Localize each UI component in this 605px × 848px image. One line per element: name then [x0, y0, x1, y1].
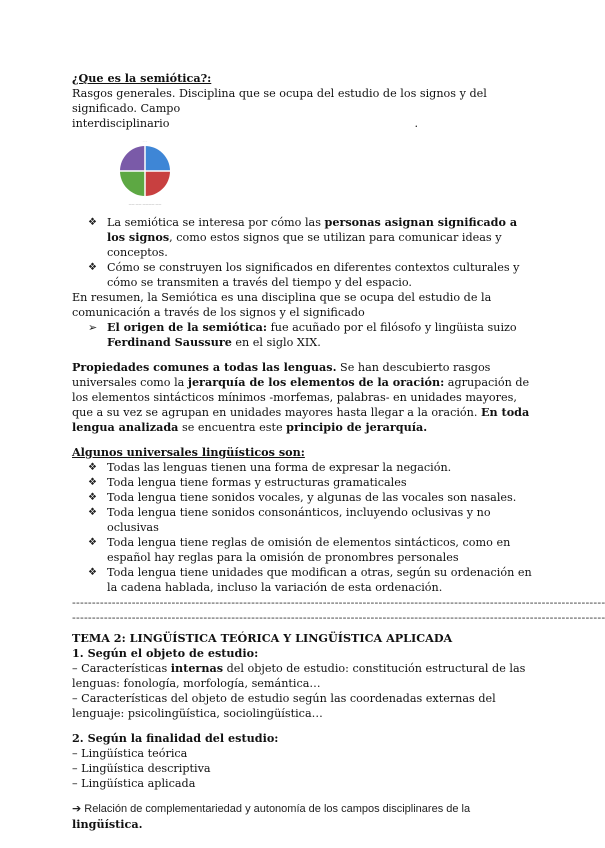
svg-text:· · ·: · · · [142, 139, 148, 143]
list-item: – Lingüística descriptiva [72, 762, 211, 775]
diamond-bullet-icon: ❖ [88, 262, 97, 273]
quadrant-top-right [145, 146, 170, 171]
diamond-bullet-icon: ❖ [88, 462, 97, 473]
properties-paragraph: Propiedades comunes a todas las lenguas. Se han descubierto rasgos universales como la jerarquía de los elementos de la oración: agrupación de los elementos sintácticos mínimos -morfemas, palabras- en unidades mayores, que a su vez se agrupan en unidades mayores hasta llegar a la oración. En toda lengua analizada se encuentra este principio de jerarquía. [72, 360, 530, 434]
intro-text: Rasgos generales. Disciplina que se ocupa del estudio de los signos y del significado. Campo [72, 87, 487, 115]
diamond-bullet-icon: ❖ [88, 537, 97, 548]
list-item: ❖ Toda lengua tiene sonidos consonánticos, incluyendo oclusivas y no oclusivas [88, 506, 491, 534]
caracteristicas-internas: – Características internas del objeto de estudio: constitución estructural de las lenguas: fonología, morfología, semántica… [72, 661, 526, 690]
caracteristicas-externas: – Características del objeto de estudio según las coordenadas externas del lenguaje: psicolingüística, sociolingüística… [72, 692, 496, 720]
tema2-title: TEMA 2: LINGÜÍSTICA TEÓRICA Y LINGÜÍSTICA APLICADA [72, 631, 453, 645]
intro-text-2: interdisciplinario . [72, 117, 418, 130]
summary-text: En resumen, la Semiótica es una disciplina que se ocupa del estudio de la comunicación a través de los signos y el significado [72, 291, 492, 319]
diamond-bullet-icon: ❖ [88, 217, 97, 228]
separator-line-2: -------------------------------------------------------------------------------------------------------------------------------------- [72, 611, 605, 624]
arrow-bullet-icon: ➢ [88, 321, 98, 334]
quadrant-bottom-right [145, 171, 170, 196]
relation-note: ➔ Relación de complementariedad y autonomía de los campos disciplinares de la [72, 802, 471, 815]
subheading-objeto: 1. Según el objeto de estudio: [72, 646, 259, 660]
semiotics-diagram [72, 133, 532, 215]
universals-list [72, 460, 532, 595]
list-item: ➢ El origen de la semiótica: fue acuñado por el filósofo y lingüista suizo Ferdinand Saussure en el siglo XIX. [88, 320, 517, 349]
diamond-bullet-icon: ❖ [88, 477, 97, 488]
relation-note-end: lingüística. [72, 817, 143, 831]
diamond-bullet-icon: ❖ [88, 507, 97, 518]
list-item: – Lingüística aplicada [72, 777, 196, 790]
list-item: ❖ La semiótica se interesa por cómo las personas asignan significado a los signos, como estos signos que se utilizan para comunicar ideas y conceptos. [88, 215, 518, 259]
subheading-finalidad: 2. Según la finalidad del estudio: [72, 731, 279, 745]
list-item: ❖ Toda lengua tiene sonidos vocales, y algunas de las vocales son nasales. [88, 491, 517, 504]
list-item: ❖ Toda lengua tiene reglas de omisión de elementos sintácticos, como en español hay reglas para la omisión de pronombres personales [88, 536, 511, 564]
section-title-semiotica: ¿Que es la semiótica?: [72, 71, 212, 85]
diamond-bullet-icon: ❖ [88, 492, 97, 503]
right-arrow-icon: ➔ [72, 802, 82, 815]
diamond-bullet-icon: ❖ [88, 567, 97, 578]
semiotics-bullets [72, 215, 532, 290]
origin-list [72, 320, 532, 350]
list-item: ❖ Toda lengua tiene formas y estructuras gramaticales [88, 476, 407, 489]
universals-title: Algunos universales lingüísticos son: [72, 445, 305, 459]
quadrant-circle-image [112, 133, 182, 213]
list-item: ❖ Toda lengua tiene unidades que modifican a otras, según su ordenación en la cadena hablada, incluso la variación de esta ordenación. [88, 566, 532, 594]
svg-text:—— —— ———— ——: —— —— ———— —— [128, 202, 162, 206]
list-item: – Lingüística teórica [72, 747, 188, 760]
quadrant-top-left [120, 146, 145, 171]
separator-line: -------------------------------------------------------------------------------------------------------------------------------------- [72, 596, 605, 609]
list-item: ❖ Cómo se construyen los significados en diferentes contextos culturales y cómo se transmiten a través del tiempo y del espacio. [88, 261, 520, 289]
list-item: ❖ Todas las lenguas tienen una forma de expresar la negación. [88, 461, 452, 474]
quadrant-bottom-left [120, 171, 145, 196]
document-page [72, 71, 605, 832]
